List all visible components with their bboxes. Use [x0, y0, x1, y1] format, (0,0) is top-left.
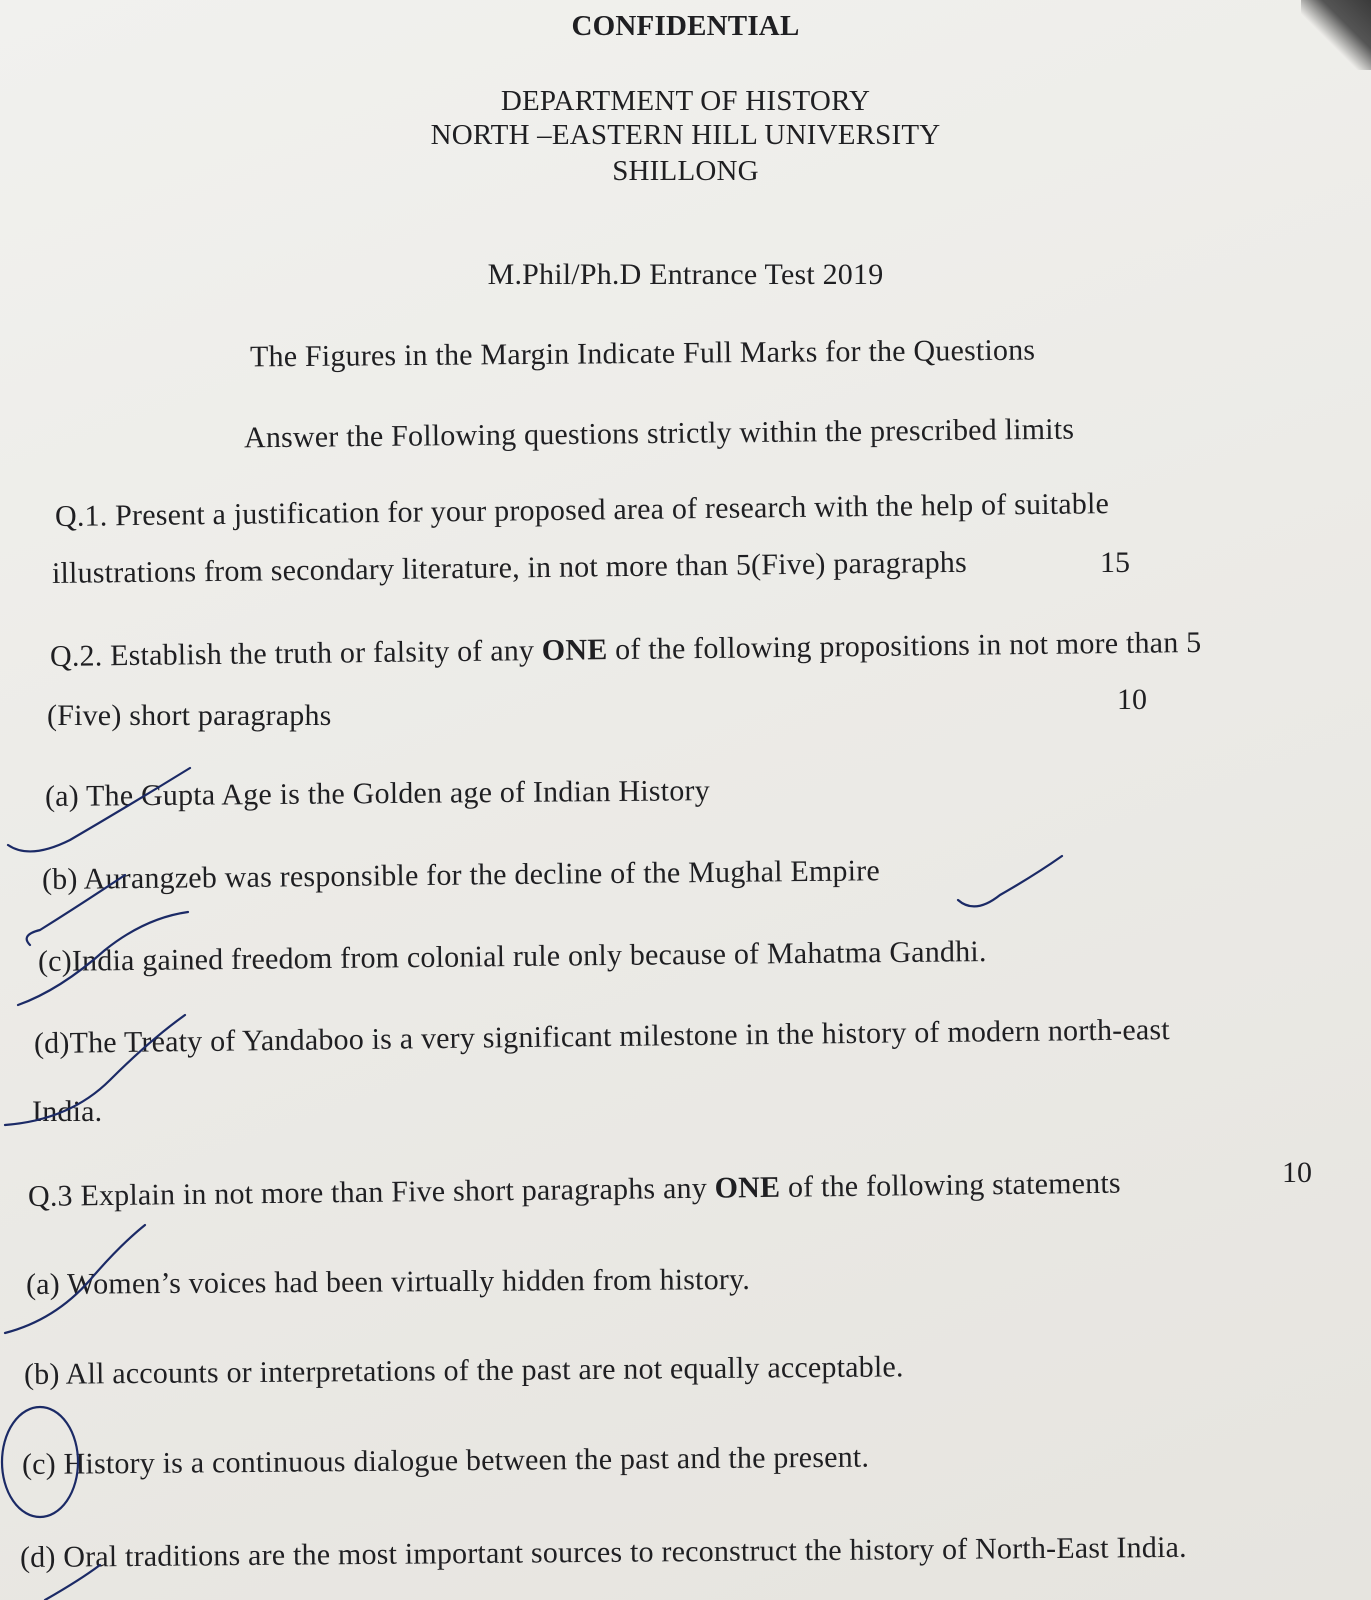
- q1-line1: Q.1. Present a justification for your proposed area of research with the help of suitable: [54, 487, 1110, 533]
- q1-line2: illustrations from secondary literature, in not more than 5(Five) paragraphs: [51, 545, 968, 590]
- q3-line1-pre: Q.3 Explain in not more than Five short paragraphs any: [27, 1171, 715, 1213]
- q3-marks: 10: [1282, 1156, 1312, 1189]
- q2-line2: (Five) short paragraphs: [47, 699, 332, 732]
- q2-line1-post: of the following propositions in not more than 5: [607, 625, 1202, 667]
- q2-emphasis: ONE: [541, 633, 608, 667]
- marks-instruction: The Figures in the Margin Indicate Full Marks for the Questions: [249, 333, 1036, 374]
- university-name: NORTH –EASTERN HILL UNIVERSITY: [430, 119, 941, 151]
- pen-mark-q2b-tick: [958, 856, 1062, 906]
- city-name: SHILLONG: [612, 155, 759, 187]
- q2-option-a: (a) The Gupta Age is the Golden age of Indian History: [44, 774, 710, 813]
- q3-line1: [28, 1167, 1121, 1214]
- q2-line1-pre: Q.2. Establish the truth or falsity of any: [49, 633, 543, 673]
- exam-title: M.Phil/Ph.D Entrance Test 2019: [487, 258, 884, 291]
- q2-option-b: (b) Aurangzeb was responsible for the decline of the Mughal Empire: [41, 854, 881, 896]
- q2-option-d-cont: India.: [32, 1095, 103, 1128]
- q3-option-a: (a) Women’s voices had been virtually hidden from history.: [25, 1262, 751, 1301]
- q3-option-d: (d) Oral traditions are the most important sources to reconstruct the history of North-East India.: [19, 1530, 1187, 1574]
- q3-emphasis: ONE: [714, 1170, 781, 1205]
- q3-option-c: (c) History is a continuous dialogue between the past and the present.: [21, 1440, 870, 1481]
- q2-line1: [50, 626, 1202, 674]
- confidential-label: CONFIDENTIAL: [571, 10, 800, 42]
- answer-instruction: Answer the Following questions strictly within the prescribed limits: [243, 412, 1075, 455]
- q2-option-c: (c)India gained freedom from colonial rule only because of Mahatma Gandhi.: [37, 935, 987, 978]
- q3-option-b: (b) All accounts or interpretations of the past are not equally acceptable.: [23, 1350, 904, 1391]
- q3-line1-post: of the following statements: [780, 1166, 1121, 1204]
- q1-marks: 15: [1100, 546, 1130, 579]
- q2-option-d: (d)The Treaty of Yandaboo is a very significant milestone in the history of modern north-east: [33, 1013, 1171, 1060]
- department-name: DEPARTMENT OF HISTORY: [500, 85, 871, 117]
- q2-marks: 10: [1117, 683, 1147, 716]
